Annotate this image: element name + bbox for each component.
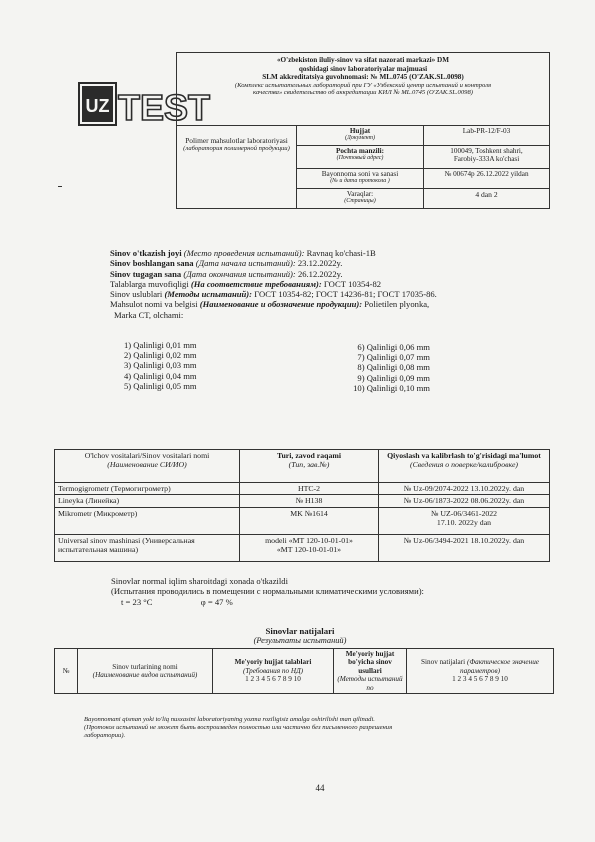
- col-req-cell: [213, 649, 334, 694]
- col-method-ru: (Методы испытаний по: [337, 675, 403, 692]
- joyi-line: [110, 248, 580, 258]
- instr-type: HTC-2: [240, 483, 379, 495]
- instr-h1-ru: (Наименование СИ/ИО): [107, 460, 187, 470]
- pochta-value-cell: [424, 146, 550, 169]
- col-name-cell: [78, 649, 213, 694]
- instr-info-cell: [379, 507, 550, 534]
- boshlangan-ru: (Дата начала испытаний):: [195, 258, 296, 269]
- list-item: 9) Qalinligi 0,09 mm: [357, 372, 430, 383]
- pochta-label-cell: [297, 146, 424, 169]
- usullari-label: Sinov uslublari: [110, 289, 163, 300]
- varaqlar-label-cell: [297, 189, 424, 209]
- hujjat-ru: (Документ): [345, 135, 375, 141]
- col-method-cell: [334, 649, 407, 694]
- org-line3: SLM akkreditatsiya guvohnomasi: № ML.0745 (O'ZAK.SL.0098): [262, 73, 464, 82]
- col-no: №: [55, 649, 78, 694]
- bayonnoma-label: Bayonnoma soni va sanasi: [321, 170, 399, 178]
- instr-h3-ru: (Сведения о поверке/калибровке): [409, 460, 519, 470]
- col-req: Me'yoriy hujjat talablari: [234, 658, 312, 667]
- list-item: 6) Qalinligi 0,06 mm: [357, 342, 430, 352]
- instr-name: Universal sinov mashinasi (Универсальная испытательная машина): [55, 534, 240, 561]
- instr-type2: «MT 120-10-01-01»: [276, 545, 342, 555]
- joyi-value: Ravnaq ko'chasi-1B: [306, 248, 376, 258]
- instr-h2-ru: (Тип, зав.№): [288, 460, 330, 470]
- org-ru1: (Комплекс испытательных лабораторий при ГУ «Узбекский центр испытаний и контроля: [234, 81, 492, 89]
- left-mark: [58, 186, 62, 187]
- usullari-line: [110, 289, 580, 299]
- list-item: 7) Qalinligi 0,07 mm: [357, 352, 430, 363]
- mahsulot-value: Polietilen plyonka,: [364, 299, 430, 310]
- usullari-ru: (Методы испытаний):: [164, 289, 253, 300]
- footnote-line3: лаборатории).: [84, 732, 126, 740]
- joyi-label: Sinov o'tkazish joyi: [110, 248, 182, 258]
- conditions-block: [111, 576, 581, 607]
- instr-type: MK №1614: [240, 507, 379, 534]
- instr-name: Termogigrometr (Термогигрометр): [55, 483, 240, 495]
- varaqlar-label: Varaqlar:: [346, 190, 374, 198]
- bayonnoma-ru: (№ и дата протокола ): [330, 178, 390, 184]
- talablar-ru: (На соответствие требованиям):: [190, 278, 322, 289]
- temperature-value: t = 23 °C: [121, 596, 153, 607]
- instr-h1: O'lchov vositalari/Sinov vositalari nomi: [84, 451, 210, 460]
- list-item: 4) Qalinligi 0,04 mm: [124, 370, 197, 381]
- bayonnoma-value: № 00674p 26.12.2022 yildan: [424, 169, 550, 189]
- table-row: [55, 483, 550, 495]
- tugagan-line: [110, 269, 580, 279]
- bayonnoma-label-cell: [297, 169, 424, 189]
- talablar-line: [110, 279, 580, 289]
- results-title-ru: (Результаты испытаний): [253, 636, 347, 645]
- lab-name-ru: (лаборатория полимерной продукции): [183, 145, 290, 152]
- instr-info: № Uz-06/3494-2021 18.10.2022y. dan: [379, 534, 550, 561]
- boshlangan-line: [110, 258, 580, 268]
- footnote-block: [84, 716, 554, 741]
- boshlangan-label: Sinov boshlangan sana: [110, 258, 194, 269]
- usullari-value: ГОСТ 10354-82; ГОСТ 14236-81; ГОСТ 17035-86.: [254, 289, 437, 300]
- instr-info-date: 17.10. 2022y dan: [436, 518, 492, 528]
- humidity-value: φ = 47 %: [200, 596, 233, 607]
- col-req-numbers: 1 2 3 4 5 6 7 8 9 10: [245, 675, 301, 684]
- tugagan-ru: (Дата окончания испытаний):: [183, 268, 296, 279]
- results-title-block: [200, 626, 400, 646]
- results-title: Sinovlar natijalari: [265, 626, 335, 636]
- col-name-ru: (Наименование видов испытаний): [92, 671, 198, 680]
- instr-type: № H138: [240, 495, 379, 507]
- list-item: 8) Qalinligi 0,08 mm: [357, 362, 430, 373]
- table-row: [55, 507, 550, 534]
- pochta-label: Pochta manzili:: [335, 147, 385, 155]
- conditions-values: [111, 597, 581, 607]
- varaqlar-value: 4 dan 2: [424, 189, 550, 209]
- instr-name: Lineyka (Линейка): [55, 495, 240, 507]
- list-item: 10) Qalinligi 0,10 mm: [353, 382, 430, 393]
- col-result-numbers: 1 2 3 4 5 6 7 8 9 10: [452, 675, 508, 684]
- joyi-ru: (Место проведения испытаний):: [183, 248, 305, 258]
- lab-cell: [177, 126, 297, 209]
- list-item: 2) Qalinligi 0,02 mm: [124, 350, 197, 361]
- instr-type: modeli «MT 120-10-01-01»: [265, 535, 353, 545]
- footnote-line1: Bayonnomani qisman yoki to'liq nusxasini laboratoriyaning yozma roziligisiz amalga oshirilishi man qilinadi.: [84, 716, 375, 723]
- uztest-logo: [78, 82, 211, 128]
- col-result-cell: [407, 649, 554, 694]
- mahsulot-ru: (Наименование и обозначение продукции):: [199, 299, 363, 310]
- org-line1: «O'zbekiston iluliy-sinov va sifat nazorati markazi» DM: [276, 56, 450, 64]
- col-result-line: [410, 658, 550, 675]
- instr-info: № Uz-09/2074-2022 13.10.2022y. dan: [379, 483, 550, 495]
- mahsulot-line: [110, 299, 580, 309]
- instr-h2: Turi, zavod raqami: [276, 451, 342, 460]
- tugagan-value: 26.12.2022y.: [297, 268, 343, 279]
- col-req-ru: (Требования по НД): [242, 666, 304, 675]
- table-row: [55, 495, 550, 507]
- org-cell: [177, 53, 550, 126]
- list-item: 5) Qalinligi 0,05 mm: [124, 380, 197, 391]
- instr-h3-cell: [379, 450, 550, 483]
- table-row: [55, 534, 550, 561]
- svg-text:TEST: TEST: [118, 87, 211, 128]
- col-name: Sinov turlarining nomi: [112, 662, 178, 671]
- org-ru2: качества» свидетельство об аккредитации КИЛ № ML.0745 (O'ZAK.SL.0098): [253, 89, 473, 97]
- instr-h1-cell: [55, 450, 240, 483]
- instr-h3: Qiyoslash va kalibrlash to'g'risidagi ma'lumot: [387, 451, 541, 460]
- sizes-right-list: [326, 342, 430, 393]
- sizes-left-list: [124, 340, 197, 391]
- instr-info: № Uz-06/1873-2022 08.06.2022y. dan: [379, 495, 550, 507]
- talablar-label: Talablarga muvofiqligi: [110, 278, 189, 289]
- conditions-line2: (Испытания проводились в помещении с нормальными климатическими условиями):: [111, 586, 424, 597]
- mahsulot-label: Mahsulot nomi va belgisi: [110, 299, 198, 310]
- hujjat-value: Lab-PR-12/F-03: [424, 126, 550, 146]
- pochta-value2: Farobiy-333A ko'chasi: [453, 155, 520, 164]
- boshlangan-value: 23.12.2022y.: [297, 258, 343, 269]
- col-result-ru: (Фактическое значение параметров): [460, 658, 539, 675]
- org-line2: qoshidagi sinov laboratoriyalar majmuasi: [298, 64, 428, 73]
- instr-h2-cell: [240, 450, 379, 483]
- hujjat-label: Hujjat: [349, 127, 371, 135]
- header-table: [176, 52, 550, 209]
- hujjat-label-cell: [297, 126, 424, 146]
- marka-line: Marka CT, olchami:: [114, 309, 184, 320]
- info-block: [110, 248, 580, 320]
- footnote-line2: (Протокол испытаний не может быть воспроизведен полностью или частично без письменного разрешения: [84, 724, 393, 732]
- instruments-table: [54, 449, 550, 562]
- col-result: Sinov natijalari: [421, 658, 466, 667]
- instr-info: № UZ-06/3461-2022: [430, 508, 498, 518]
- talablar-value: ГОСТ 10354-82: [323, 278, 382, 289]
- varaqlar-ru: (Страницы): [344, 198, 376, 204]
- uztest-logo-icon: [78, 82, 211, 128]
- instr-name: Mikrometr (Микрометр): [55, 507, 240, 534]
- pochta-ru: (Почтовый адрес): [336, 155, 384, 161]
- tugagan-label: Sinov tugagan sana: [110, 268, 182, 279]
- list-item: 3) Qalinligi 0,03 mm: [124, 360, 197, 371]
- svg-text:UZ: UZ: [85, 96, 110, 116]
- page-number: 44: [315, 783, 325, 793]
- instr-type-cell: [240, 534, 379, 561]
- pochta-value1: 100049, Toshkent shahri,: [450, 147, 523, 155]
- conditions-line1: Sinovlar normal iqlim sharoitdagi xonada o'tkazildi: [111, 576, 288, 586]
- lab-name: Polimer mahsulotlar laboratoriyasi: [185, 136, 288, 145]
- results-table: [54, 648, 554, 694]
- col-method: Me'yoriy hujjat bo'yicha sinov usullari: [345, 650, 395, 675]
- list-item: 1) Qalinligi 0,01 mm: [124, 340, 197, 350]
